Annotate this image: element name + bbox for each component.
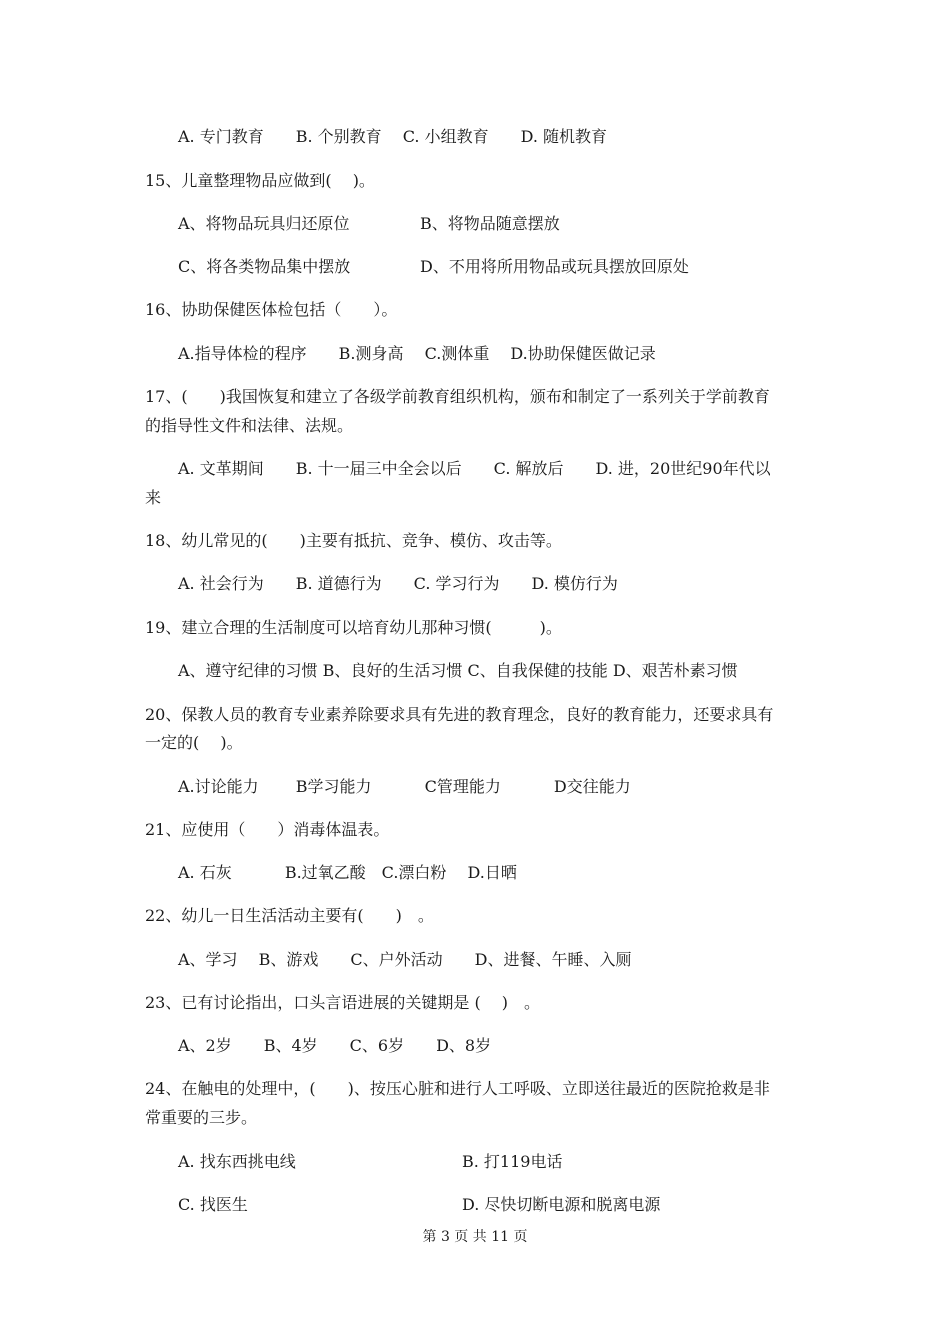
- answer-options-continued: 来: [145, 488, 162, 507]
- question-20-continued: 一定的( )。: [145, 733, 243, 752]
- question-22: 22、幼儿一日生活活动主要有( ) 。: [145, 906, 434, 925]
- option-a: A. 找东西挑电线: [178, 1152, 296, 1171]
- question-17: 17、( )我国恢复和建立了各级学前教育组织机构，颁布和制定了一系列关于学前教育: [145, 387, 770, 406]
- answer-options: A. 石灰 B.过氧乙酸 C.漂白粉 D.日晒: [178, 863, 517, 882]
- question-19: 19、建立合理的生活制度可以培育幼儿那种习惯( )。: [145, 618, 562, 637]
- question-24: 24、在触电的处理中，( )、按压心脏和进行人工呼吸、立即送往最近的医院抢救是非: [145, 1079, 770, 1098]
- option-b: B. 打119电话: [462, 1152, 563, 1171]
- question-20: 20、保教人员的教育专业素养除要求具有先进的教育理念，良好的教育能力，还要求具有: [145, 705, 774, 724]
- question-17-continued: 的指导性文件和法律、法规。: [145, 416, 354, 435]
- option-b: B、将物品随意摆放: [420, 214, 560, 233]
- answer-options: A. 社会行为 B. 道德行为 C. 学习行为 D. 模仿行为: [178, 574, 618, 593]
- answer-options: A.讨论能力 B学习能力 C管理能力 D交往能力: [178, 777, 631, 796]
- answer-options: A、学习 B、游戏 C、户外活动 D、进餐、午睡、入厕: [178, 950, 632, 969]
- page-footer: 第 3 页 共 11 页: [422, 1229, 528, 1245]
- answer-options: A、2岁 B、4岁 C、6岁 D、8岁: [178, 1036, 492, 1055]
- answer-options: A.指导体检的程序 B.测身高 C.测体重 D.协助保健医做记录: [178, 344, 656, 363]
- option-d: D. 尽快切断电源和脱离电源: [462, 1195, 661, 1214]
- option-c: C、将各类物品集中摆放: [178, 257, 351, 276]
- question-23: 23、已有讨论指出，口头言语进展的关键期是 ( ) 。: [145, 993, 541, 1012]
- option-d: D、不用将所用物品或玩具摆放回原处: [420, 257, 689, 276]
- question-15: 15、儿童整理物品应做到( )。: [145, 171, 375, 190]
- question-18: 18、幼儿常见的( )主要有抵抗、竞争、模仿、攻击等。: [145, 531, 562, 550]
- answer-options: A. 专门教育 B. 个别教育 C. 小组教育 D. 随机教育: [178, 127, 608, 146]
- option-a: A、将物品玩具归还原位: [178, 214, 350, 233]
- question-21: 21、应使用（ ）消毒体温表。: [145, 820, 390, 839]
- question-16: 16、协助保健医体检包括（ ）。: [145, 300, 398, 319]
- question-24-continued: 常重要的三步。: [145, 1108, 258, 1127]
- option-c: C. 找医生: [178, 1195, 248, 1214]
- answer-options: A. 文革期间 B. 十一届三中全会以后 C. 解放后 D. 进，20世纪90年代以: [178, 459, 771, 478]
- answer-options: A、遵守纪律的习惯 B、良好的生活习惯 C、自我保健的技能 D、艰苦朴素习惯: [178, 661, 738, 680]
